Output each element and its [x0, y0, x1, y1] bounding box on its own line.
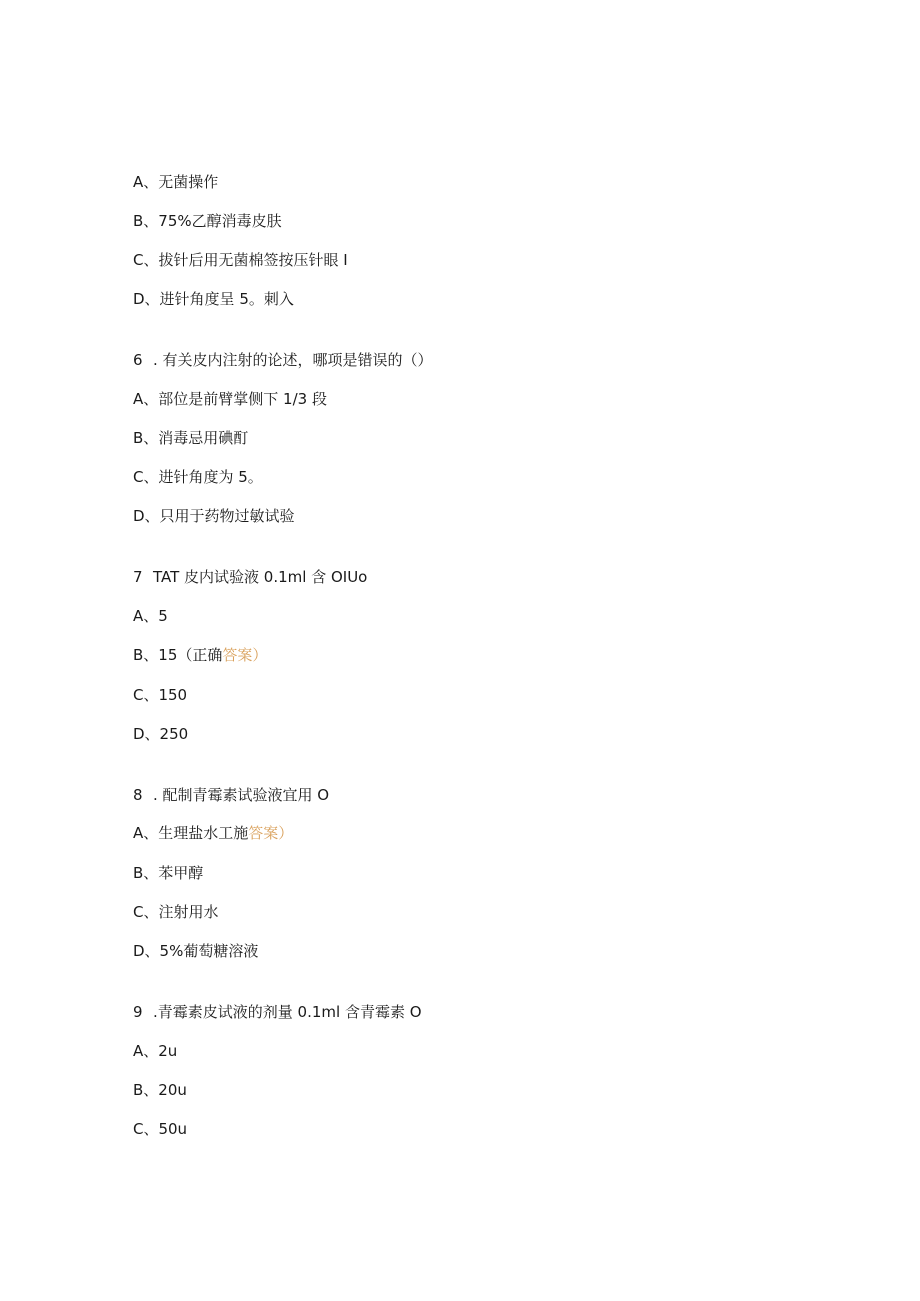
q6-option-b [133, 428, 248, 448]
q5-option-c [133, 250, 348, 270]
q6-option-c [133, 467, 263, 487]
option-text: D、进针角度呈 5。刺入 [133, 290, 294, 308]
option-text: D、5%葡萄糖溶液 [133, 942, 259, 960]
answer-mark: 答案） [248, 824, 294, 842]
option-text: C、50u [133, 1120, 188, 1138]
q8-option-b [133, 863, 203, 883]
q5-option-d [133, 289, 294, 309]
q7-stem [133, 567, 367, 587]
q5-option-a [133, 172, 218, 192]
question-number: 8 [133, 786, 143, 804]
q9-option-a [133, 1041, 177, 1061]
option-text: A、无菌操作 [133, 173, 219, 191]
option-text: D、只用于药物过敏试验 [133, 507, 295, 525]
q7-option-c [133, 685, 187, 705]
option-text: C、注射用水 [133, 903, 219, 921]
q6-option-a [133, 389, 327, 409]
q7-option-b [133, 645, 267, 665]
option-text: B、20u [133, 1081, 187, 1099]
q6-stem [133, 350, 433, 370]
option-text: B、75%乙醇消毒皮肤 [133, 212, 282, 230]
option-text: A、部位是前臂掌侧下 1/3 段 [133, 390, 327, 408]
q9-stem [133, 1002, 422, 1022]
option-text: B、15（正确 [133, 646, 223, 664]
question-text: . 有关皮内注射的论述，哪项是错误的（） [153, 351, 433, 369]
q8-stem [133, 785, 329, 805]
q7-option-d [133, 724, 188, 744]
q8-option-d [133, 941, 258, 961]
question-number: 9 [133, 1003, 143, 1021]
q8-option-c [133, 902, 218, 922]
q7-option-a [133, 606, 168, 626]
answer-mark: 答案） [222, 646, 268, 664]
option-text: C、150 [133, 686, 188, 704]
option-text: C、进针角度为 5。 [133, 468, 263, 486]
option-text: B、苯甲醇 [133, 864, 204, 882]
question-text: . 配制青霉素试验液宜用 O [153, 786, 330, 804]
q8-option-a [133, 823, 293, 843]
option-text: D、250 [133, 725, 189, 743]
question-text: .青霉素皮试液的剂量 0.1ml 含青霉素 O [153, 1003, 422, 1021]
option-text: B、消毒忌用碘酊 [133, 429, 249, 447]
option-text: A、5 [133, 607, 168, 625]
q9-option-c [133, 1119, 187, 1139]
question-text: TAT 皮内试验液 0.1ml 含 OIUo [153, 568, 368, 586]
option-text: A、2u [133, 1042, 178, 1060]
q5-option-b [133, 211, 282, 231]
question-number: 6 [133, 351, 143, 369]
q9-option-b [133, 1080, 187, 1100]
q6-option-d [133, 506, 295, 526]
option-text: C、拔针后用无菌棉签按压针眼 I [133, 251, 348, 269]
option-text: A、生理盐水工施 [133, 824, 249, 842]
question-number: 7 [133, 568, 143, 586]
